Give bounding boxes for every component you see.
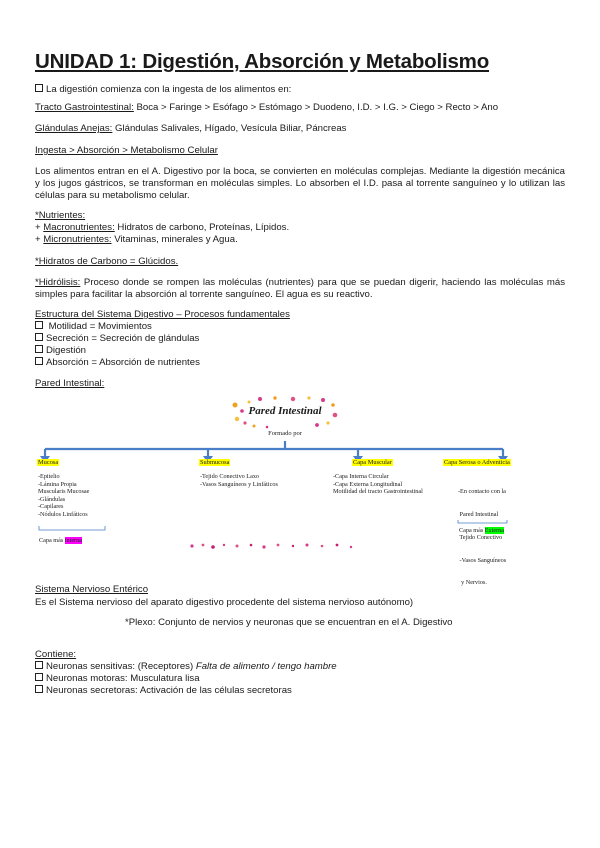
note-capa-externa [459, 527, 504, 535]
sne-heading: Sistema Nervioso Entérico [35, 584, 149, 595]
contiene-heading: Contiene: [35, 649, 77, 660]
diagram-title: Pared Intestinal [248, 405, 322, 417]
column-item: -Vasos Sanguíneos y Linfáticos [200, 480, 278, 488]
note-highlight-interna: interna [64, 537, 82, 544]
intro-text: La digestión comienza con la ingesta de los alimentos en: [46, 84, 292, 95]
micro-text: Vitaminas, minerales y Agua. [111, 234, 238, 245]
estructura-item [35, 321, 152, 333]
note-brackets [39, 520, 507, 530]
glandulas-text: Glándulas Salivales, Hígado, Vesícula Biliar, Páncreas [112, 123, 347, 134]
estructura-heading: Estructura del Sistema Digestivo – Procesos fundamentales [35, 309, 290, 320]
intro-paragraph: Los alimentos entran en el A. Digestivo por la boca, se convierten en moléculas complejas. Mediante la digestión mecánica y los jugos gástricos, se transforman en moléculas simples. Lo absorben el I.D. pasa al torrente sanguíneo y lo utilizan las células para su metabolismo celular. [35, 166, 565, 201]
column-item: y Nervios. [458, 579, 487, 587]
contiene-item-italic: Falta de alimento / tengo hambre [195, 661, 337, 672]
column-submucosa-items [200, 473, 278, 488]
checkbox-icon [35, 84, 43, 92]
checkbox-icon [35, 345, 43, 353]
estructura-item-text: Absorción = Absorción de nutrientes [46, 357, 200, 368]
estructura-item-text: Secreción = Secreción de glándulas [46, 333, 200, 344]
estructura-item [35, 333, 199, 345]
note-prefix: Capa más [459, 527, 485, 534]
macro-label: Macronutrientes: [43, 222, 115, 233]
column-serosa-items [458, 473, 506, 602]
contiene-item-text: Neuronas motoras: Musculatura lisa [46, 673, 200, 684]
checkbox-icon [35, 333, 43, 341]
note-prefix: Capa más [39, 537, 65, 544]
diagram-arrows [40, 441, 508, 463]
macronutrientes-line [35, 222, 289, 234]
column-item: Pared Intestinal [458, 510, 499, 518]
hidrolisis-label: *Hidrólisis: [35, 277, 81, 288]
decorative-dots-bottom [190, 544, 352, 549]
column-mucosa-items [38, 473, 89, 519]
checkbox-icon [35, 673, 43, 681]
column-muscular-items [333, 473, 423, 496]
column-item: Motilidad del tracto Gastrointestinal [333, 488, 423, 496]
glandulas-label: Glándulas Anejas: [35, 123, 113, 134]
column-item: -Vasos Sanguíneos [458, 556, 507, 564]
estructura-item-text: Motilidad = Movimientos [48, 321, 152, 332]
macro-text: Hidratos de carbono, Proteínas, Lípidos. [114, 222, 290, 233]
checkbox-icon [35, 661, 43, 669]
macro-prefix: + [35, 222, 44, 233]
intro-line [35, 84, 291, 96]
checkbox-icon [35, 321, 43, 329]
hidrolisis-paragraph [35, 277, 565, 301]
column-item: -Capa Interna Circular [333, 473, 389, 480]
column-item: Tejido Conectivo [458, 533, 503, 541]
tracto-line [35, 102, 498, 114]
note-highlight-externa: Externa [484, 527, 505, 534]
column-item: -Capa Externa Longitudinal [333, 480, 403, 488]
contiene-item [35, 673, 200, 685]
micro-label: Micronutrientes: [43, 234, 112, 245]
glandulas-line [35, 123, 346, 135]
contiene-item-text: Neuronas secretoras: Activación de las células secretoras [46, 685, 292, 696]
pared-intestinal-diagram [35, 393, 565, 587]
tracto-text: Boca > Faringe > Esófago > Estómago > Duodeno, I.D. > I.G. > Ciego > Recto > Ano [133, 102, 499, 113]
page-title: UNIDAD 1: Digestión, Absorción y Metabolismo [35, 50, 490, 73]
note-capa-interna [39, 537, 82, 545]
hidrolisis-text: Proceso donde se rompen las moléculas (nutrientes) para que se puedan digerir, haciendo las moléculas más simples para facilitar la absorción al torrente sanguíneo. El agua es su reactivo. [35, 277, 565, 300]
checkbox-icon [35, 685, 43, 693]
column-head-mucosa: Mucosa [38, 459, 59, 466]
ingesta-line: Ingesta > Absorción > Metabolismo Celular [35, 145, 218, 156]
estructura-item [35, 357, 200, 369]
column-item: -En contacto con la [458, 488, 506, 496]
nutrientes-heading: *Nutrientes: [35, 210, 86, 221]
contiene-item-text: Neuronas sensitivas: (Receptores) [46, 661, 196, 672]
plexo-text: *Plexo: Conjunto de nervios y neuronas que se encuentran en el A. Digestivo [125, 617, 453, 628]
column-item: -Lámina Propia [38, 480, 77, 488]
micronutrientes-line [35, 234, 238, 246]
contiene-item [35, 685, 292, 697]
diagram-subtitle: Formado por [268, 430, 302, 437]
micro-prefix: + [35, 234, 44, 245]
column-head-muscular: Capa Muscular [353, 459, 392, 466]
column-head-submucosa: Submucosa [200, 459, 230, 466]
estructura-item-text: Digestión [46, 345, 86, 356]
column-item: -Nódulos Linfáticos [38, 510, 88, 518]
column-item: Muscularis Mucosae [38, 488, 90, 496]
estructura-item [35, 345, 86, 357]
column-item: -Capilares [38, 503, 64, 511]
column-item: -Epitelio [38, 473, 60, 480]
contiene-item [35, 661, 337, 673]
checkbox-icon [35, 357, 43, 365]
pared-heading: Pared Intestinal: [35, 378, 105, 389]
sne-text: Es el Sistema nervioso del aparato digestivo procedente del sistema nervioso autónomo) [35, 597, 414, 608]
column-item: -Tejido Conectivo Laxo [200, 473, 260, 480]
column-head-serosa: Capa Serosa o Adventicia [444, 459, 510, 466]
column-item: -Glándulas [38, 495, 66, 503]
tracto-label: Tracto Gastrointestinal: [35, 102, 134, 113]
hidratos-line: *Hidratos de Carbono = Glúcidos. [35, 256, 179, 267]
